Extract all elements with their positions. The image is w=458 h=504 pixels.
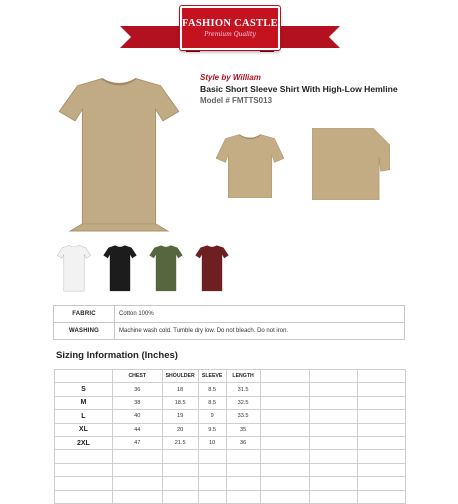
table-row-empty: [55, 463, 406, 476]
blank-cell: [358, 423, 406, 436]
blank-cell: [358, 436, 406, 449]
brand-tagline: Premium Quality: [204, 31, 256, 38]
size-table: [54, 369, 406, 504]
swatch-white-shirt[interactable]: [57, 244, 91, 294]
sleeve-cell: 9.5: [198, 423, 226, 436]
length-cell: 32.5: [226, 396, 260, 409]
brand-logo: [180, 6, 280, 50]
sleeve-cell: 8.5: [198, 396, 226, 409]
shoulder-cell: 20: [162, 423, 198, 436]
swatch-burgundy-shirt[interactable]: [195, 244, 229, 294]
blank-cell: [260, 436, 310, 449]
table-row-empty: [55, 477, 406, 490]
blank-cell: [260, 410, 310, 423]
fabric-value: Cotton 100%: [115, 306, 405, 323]
blank-cell: [260, 383, 310, 396]
chest-cell: 44: [112, 423, 162, 436]
header-blank-3: [358, 370, 406, 383]
blank-cell: [310, 410, 358, 423]
header-chest: CHEST: [112, 370, 162, 383]
sleeve-cell: 9: [198, 410, 226, 423]
main-shirt-image: [58, 74, 180, 238]
header-shoulder: SHOULDER: [162, 370, 198, 383]
table-row: [55, 410, 406, 423]
blank-cell: [310, 436, 358, 449]
size-cell: S: [55, 383, 113, 396]
fabric-label: FABRIC: [54, 306, 115, 323]
header-length: LENGTH: [226, 370, 260, 383]
fabric-table: [53, 305, 405, 340]
size-cell: M: [55, 396, 113, 409]
sizing-title: Sizing Information (Inches): [56, 350, 178, 361]
blank-cell: [358, 396, 406, 409]
washing-value: Machine wash cold. Tumble dry low. Do not bleach. Do not iron.: [115, 323, 405, 340]
shoulder-cell: 21.5: [162, 436, 198, 449]
blank-cell: [358, 410, 406, 423]
length-cell: 33.5: [226, 410, 260, 423]
blank-cell: [310, 423, 358, 436]
size-cell: 2XL: [55, 436, 113, 449]
blank-cell: [358, 383, 406, 396]
header-sleeve: SLEEVE: [198, 370, 226, 383]
header-blank-1: [260, 370, 310, 383]
size-header-row: [55, 370, 406, 383]
chest-cell: 40: [112, 410, 162, 423]
table-row: [55, 383, 406, 396]
detail-shirt-back: [312, 128, 390, 200]
table-row: [55, 436, 406, 449]
washing-row: [54, 323, 405, 340]
style-by-label: Style by William: [200, 73, 261, 82]
sleeve-cell: 10: [198, 436, 226, 449]
swatch-olive-shirt[interactable]: [149, 244, 183, 294]
blank-cell: [310, 396, 358, 409]
length-cell: 31.5: [226, 383, 260, 396]
table-row: [55, 423, 406, 436]
swatch-black-shirt[interactable]: [103, 244, 137, 294]
length-cell: 36: [226, 436, 260, 449]
blank-cell: [260, 423, 310, 436]
table-row-empty: [55, 490, 406, 503]
shoulder-cell: 19: [162, 410, 198, 423]
blank-cell: [260, 396, 310, 409]
product-model: Model # FMTTS013: [200, 96, 273, 105]
fabric-row: [54, 306, 405, 323]
length-cell: 35: [226, 423, 260, 436]
size-cell: L: [55, 410, 113, 423]
chest-cell: 47: [112, 436, 162, 449]
table-row-empty: [55, 450, 406, 463]
size-cell: XL: [55, 423, 113, 436]
brand-name: FASHION CASTLE: [182, 18, 278, 29]
blank-cell: [310, 383, 358, 396]
table-row: [55, 396, 406, 409]
sleeve-cell: 8.5: [198, 383, 226, 396]
brand-banner: [120, 4, 340, 66]
detail-shirt-front: [216, 132, 284, 198]
chest-cell: 36: [112, 383, 162, 396]
chest-cell: 38: [112, 396, 162, 409]
header-size: [55, 370, 113, 383]
product-title: Basic Short Sleeve Shirt With High-Low Hemline: [200, 84, 398, 94]
shoulder-cell: 18.5: [162, 396, 198, 409]
shoulder-cell: 18: [162, 383, 198, 396]
washing-label: WASHING: [54, 323, 115, 340]
header-blank-2: [310, 370, 358, 383]
